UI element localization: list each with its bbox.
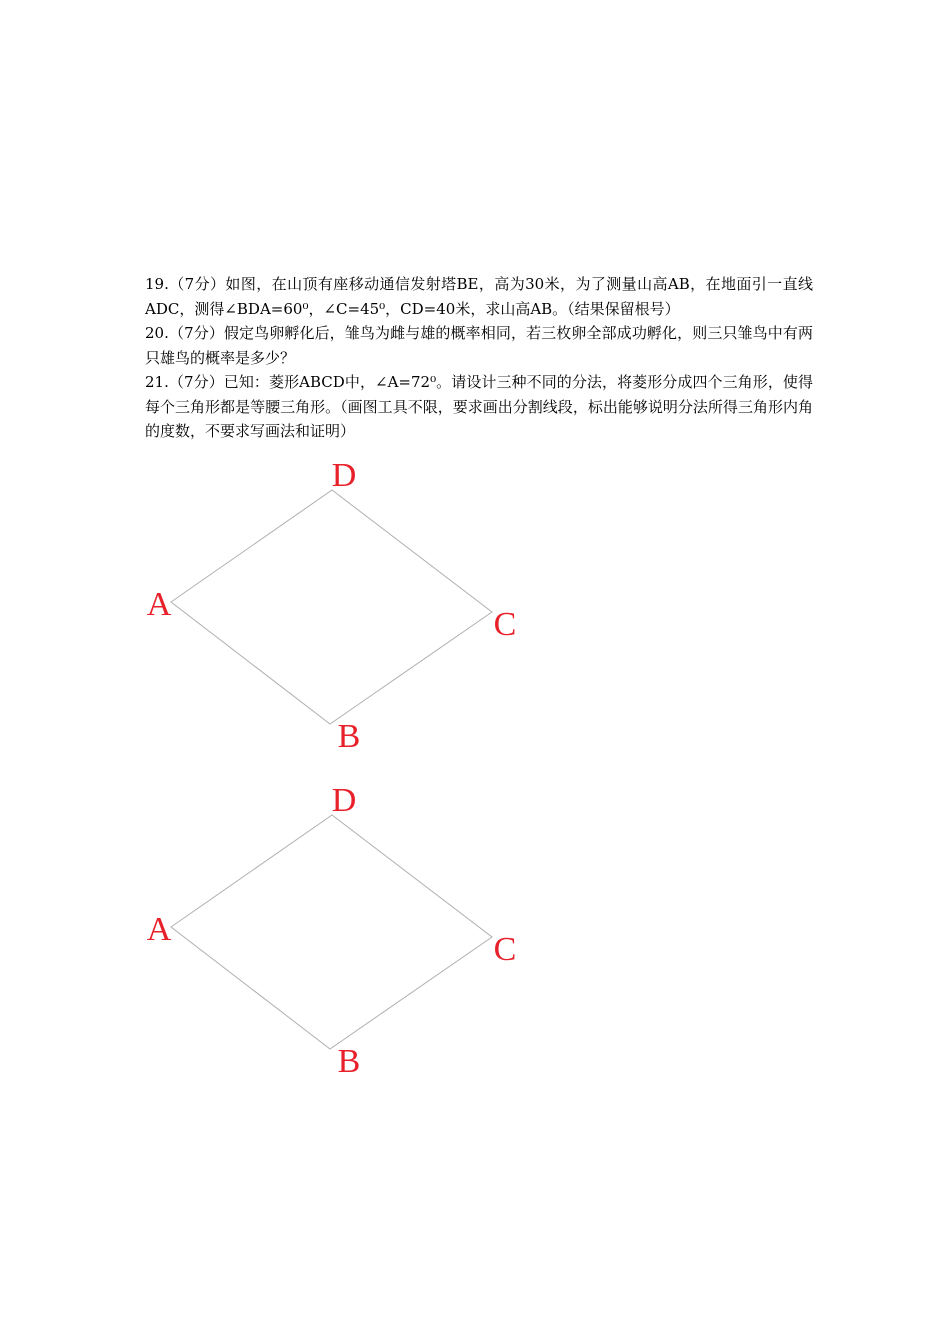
vertex-label-c: C bbox=[493, 606, 517, 643]
problem-text: （7分）假定鸟卵孵化后，雏鸟为雌与雄的概率相同，若三枚卵全部成功孵化，则三只雏鸟中有两只雄鸟的概率是多少？ bbox=[145, 324, 813, 367]
vertex-label-b: B bbox=[337, 718, 361, 755]
problem-20 bbox=[145, 321, 813, 370]
problem-21 bbox=[145, 370, 813, 444]
vertex-label-c: C bbox=[493, 931, 517, 968]
problem-text: （7分）如图，在山顶有座移动通信发射塔BE，高为30米，为了测量山高AB，在地面引一直线ADC，测得∠BDA=60⁰，∠C=45⁰，CD=40米，求山高AB。（结果保留根号） bbox=[145, 275, 813, 318]
rhombus-figure-1 bbox=[0, 450, 950, 760]
rhombus-outline bbox=[171, 815, 492, 1049]
vertex-label-b: B bbox=[337, 1043, 361, 1080]
problem-19 bbox=[145, 272, 813, 321]
vertex-label-d: D bbox=[331, 457, 357, 494]
rhombus-figure-2 bbox=[0, 775, 950, 1085]
problem-number: 19. bbox=[145, 275, 169, 293]
vertex-label-a: A bbox=[146, 586, 172, 623]
rhombus-outline bbox=[171, 490, 492, 724]
problem-number: 21. bbox=[145, 373, 169, 391]
vertex-label-d: D bbox=[331, 782, 357, 819]
problem-list bbox=[145, 272, 813, 444]
problem-number: 20. bbox=[145, 324, 169, 342]
vertex-label-a: A bbox=[146, 911, 172, 948]
problem-text: （7分）已知：菱形ABCD中，∠A=72⁰。请设计三种不同的分法，将菱形分成四个三角形，使得每个三角形都是等腰三角形。（画图工具不限，要求画出分割线段，标出能够说明分法所得三角形内角的度数，不要求写画法和证明） bbox=[145, 373, 813, 440]
